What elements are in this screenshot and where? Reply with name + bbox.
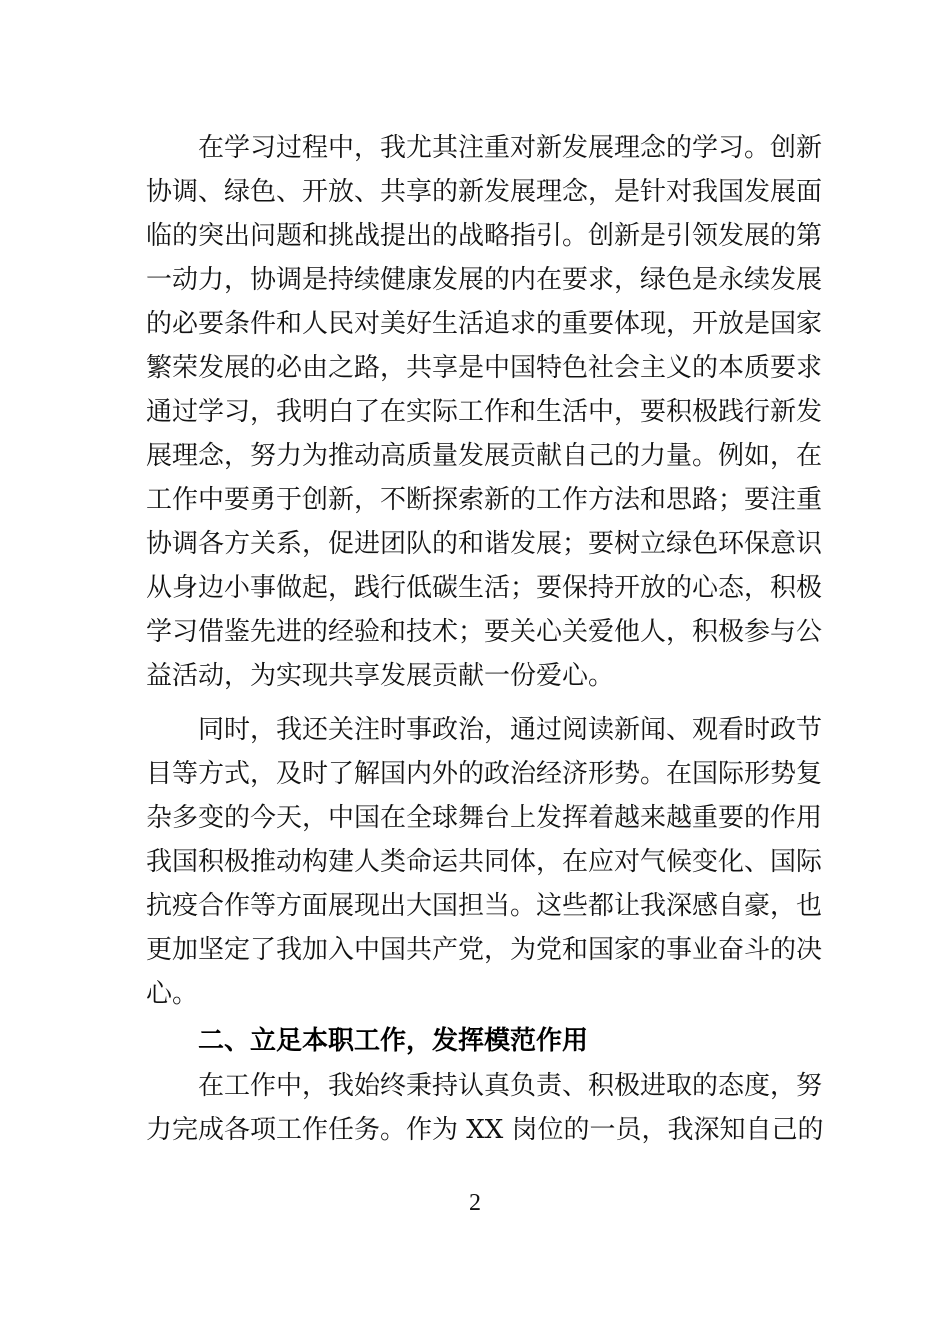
paragraph-line: 协调各方关系，促进团队的和谐发展；要树立绿色环保意识 — [146, 529, 823, 559]
paragraph-line: 在工作中，我始终秉持认真负责、积极进取的态度，努 — [198, 1071, 823, 1101]
paragraph-line: 工作中要勇于创新，不断探索新的工作方法和思路；要注重 — [146, 485, 823, 515]
paragraph-line: 繁荣发展的必由之路，共享是中国特色社会主义的本质要求 — [146, 353, 823, 383]
paragraph-line: 临的突出问题和挑战提出的战略指引。创新是引领发展的第 — [146, 221, 823, 251]
page-number: 2 — [469, 1190, 481, 1216]
paragraph-line: 益活动，为实现共享发展贡献一份爱心。 — [146, 661, 615, 691]
paragraph-line: 目等方式，及时了解国内外的政治经济形势。在国际形势复 — [146, 759, 823, 789]
paragraph-line: 一动力，协调是持续健康发展的内在要求，绿色是永续发展 — [146, 265, 823, 295]
paragraph-line: 展理念，努力为推动高质量发展贡献自己的力量。例如，在 — [146, 441, 823, 471]
section-heading: 二、立足本职工作，发挥模范作用 — [198, 1026, 589, 1056]
paragraph-line: 抗疫合作等方面展现出大国担当。这些都让我深感自豪，也 — [146, 891, 823, 921]
paragraph-line: 更加坚定了我加入中国共产党，为党和国家的事业奋斗的决 — [146, 935, 823, 965]
paragraph-line: 力完成各项工作任务。作为 XX 岗位的一员，我深知自己的 — [146, 1115, 824, 1145]
paragraph-line: 协调、绿色、开放、共享的新发展理念，是针对我国发展面 — [146, 177, 823, 207]
paragraph-line: 同时，我还关注时事政治，通过阅读新闻、观看时政节 — [198, 715, 823, 745]
paragraph-line: 学习借鉴先进的经验和技术；要关心关爱他人，积极参与公 — [146, 617, 823, 647]
paragraph-line: 我国积极推动构建人类命运共同体，在应对气候变化、国际 — [146, 847, 823, 877]
paragraph-line: 杂多变的今天，中国在全球舞台上发挥着越来越重要的作用 — [146, 803, 823, 833]
paragraph-line: 心。 — [146, 979, 199, 1009]
paragraph-line: 从身边小事做起，践行低碳生活；要保持开放的心态，积极 — [146, 573, 823, 603]
paragraph-line: 通过学习，我明白了在实际工作和生活中，要积极践行新发 — [146, 397, 823, 427]
paragraph-line: 的必要条件和人民对美好生活追求的重要体现，开放是国家 — [146, 309, 823, 339]
paragraph-line: 在学习过程中，我尤其注重对新发展理念的学习。创新 — [198, 133, 823, 163]
